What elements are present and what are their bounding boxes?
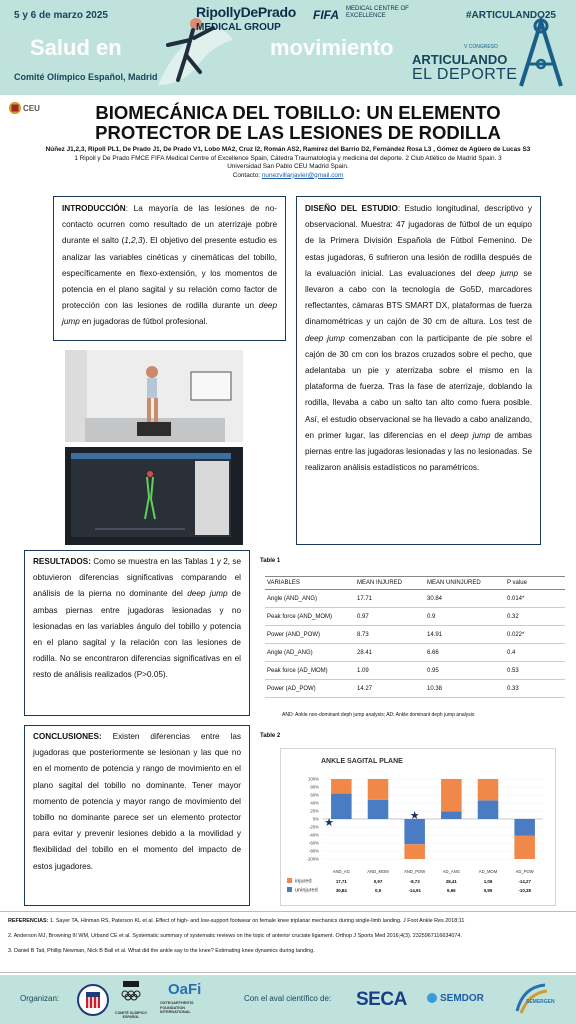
authors-block [0,146,576,180]
y-tick-label: 20% [310,808,319,814]
design-text-4: de ambas piernas entre las jugadoras lesionadas y las no lesionadas. Se realizaron análisis estadísticos no paramétricos. [305,430,532,473]
significance-star: ★ [409,809,420,822]
atletico-crest-icon [76,983,110,1017]
y-tick-label: 60% [310,792,319,798]
software-screenshot [65,447,243,545]
brand-name: RipollyDePrado [196,4,297,20]
conclusions-box [24,725,250,906]
contact-line [0,172,576,181]
table-cell: 14.27 [355,680,425,698]
venue-text: Comité Olímpico Español, Madrid [14,72,158,82]
bar-injured [478,779,499,800]
data-label-uninjured: 0,95 [483,888,493,893]
design-italic-1: deep jump [476,268,519,278]
data-label-uninjured: -14,91 [408,888,421,893]
table-cell: 14.91 [425,626,505,644]
intro-heading: INTRODUCCIÓN [62,204,126,213]
bar-injured [404,844,425,859]
table-cell: 0.53 [505,662,565,680]
articulando-logo-icon [515,16,567,88]
table-header-row [265,577,565,590]
intro-refs: 1,2,3 [124,236,143,246]
x-tick-label: AD_MOM [478,869,498,874]
data-label-uninjured: 30,84 [335,888,347,893]
y-tick-label: -40% [308,832,319,838]
congress-label: V CONGRESO [464,44,498,50]
table-cell: 17.71 [355,590,425,608]
significance-star: ★ [324,817,334,829]
olympic-committee-icon [120,980,142,1008]
bar-uninjured [441,811,462,819]
results-italic: deep jump [187,589,228,599]
table-row [265,608,565,626]
y-tick-label: 40% [310,800,319,806]
table-cell: 0.014* [505,590,565,608]
data-label-injured: -8,73 [409,879,420,884]
bar-uninjured [404,819,425,844]
reference-3: 3. Daniel B Tait, Phillip Newman, Nick B Ball et al. What did the ankle say to the knee? Estimating knee dynamics during landing. [8,948,315,954]
design-text-3: comenzaban con la participante de pie sobre el cajón de 30 cm con los brazos cruzados sobre el pecho, que adelantaba un pie y aterrizaba sobre el mismo en la plataforma de fuerza. Tras la fase de aterrizaje, doblando la rodilla, llevaba a cabo un salto tan alto como fuera posible. Así, el estudio observacional se ha llevado a cabo analizando, en primer lugar, las diferencias en el [305,333,532,440]
table-row [265,680,565,698]
design-heading: DISEÑO DEL ESTUDIO [305,204,398,213]
data-label-injured: 1,09 [483,879,493,884]
intro-text-3: en jugadoras de fútbol profesional. [79,317,208,327]
oafi-subtitle: OSTEOARTHRITIS FOUNDATION INTERNATIONAL [160,1001,194,1014]
design-italic-2: deep jump [305,333,345,343]
x-tick-label: AD_POW [515,869,534,874]
x-tick-label: AND_POW [404,869,426,874]
fifa-subtitle: MEDICAL CENTRE OF EXCELLENCE [346,6,409,19]
y-tick-label: -100% [306,856,319,862]
author-university: Universidad San Pablo CEU Madrid Spain. [227,163,349,170]
table-cell: 0.32 [505,608,565,626]
contact-email-link[interactable]: nunezvillarjavier@gmail.com [261,171,344,179]
lab-photo [65,350,243,442]
table-header: MEAN UNINJURED [425,577,505,590]
data-label-injured: 28,41 [445,879,457,884]
semdor-icon [426,992,438,1004]
table-row [265,644,565,662]
table-cell: 8.73 [355,626,425,644]
table-cell: Angle (AND_ANG) [265,590,355,608]
chart-canvas [281,749,557,907]
seca-logo: SECA [356,989,407,1010]
table1-label: Table 1 [260,558,281,564]
ankle-chart [280,748,556,906]
semdor-logo: SEMDOR [440,993,484,1004]
bar-injured [331,779,352,794]
table-cell: 0.4 [505,644,565,662]
event-date: 5 y 6 de marzo 2025 [14,10,108,21]
table-cell: 28.41 [355,644,425,662]
fifa-logo: FIFA [313,8,339,22]
results-text: Como se muestra en las Tablas 1 y 2, se obtuvieron diferencias significativas comparando el análisis de la pierna no dominante del [33,557,241,599]
congress-subtitle: EL DEPORTE [412,66,518,83]
x-tick-label: AND_MOM [367,869,389,874]
conclusions-heading: CONCLUSIONES: [33,732,102,741]
table-row [265,626,565,644]
oafi-logo: OaFi [168,981,202,998]
table-cell: 0.022* [505,626,565,644]
table-cell: 1.09 [355,662,425,680]
table-cell: 0.97 [355,608,425,626]
table2-label: Table 2 [260,733,281,739]
header-banner [0,0,576,95]
table1-note: AND: Ankle non-dominant deph jump analysis; AD: Ankle dominant deph jump analysis [282,712,475,718]
table-cell: Peak force (AND_MOM) [265,608,355,626]
results-box [24,550,250,716]
bar-injured [514,836,535,859]
footer-banner [0,975,576,1024]
poster-title: BIOMECÁNICA DEL TOBILLO: UN ELEMENTO PROTECTOR DE LAS LESIONES DE RODILLA [95,102,501,143]
y-tick-label: 80% [310,784,319,790]
x-tick-label: AND_AG [332,869,350,874]
reference-1 [8,917,568,926]
reference-text: 1. Sayer TA, Hinman RS, Paterson KL et al. Effect of high- and low-support footwear on female knee triplanar mechanics during single-limb landing. J Foot Ankle Res 2018;11 [48,918,465,924]
bar-injured [441,779,462,811]
results-heading: RESULTADOS: [33,557,91,566]
table-cell: Power (AND_POW) [265,626,355,644]
bar-injured [368,779,389,800]
bar-uninjured [478,800,499,819]
slogan-left: Salud en [30,35,122,60]
bar-uninjured [514,819,535,836]
ceu-crest-icon [8,100,22,116]
design-text-2: se llevaron a cabo con la tecnología de Go5D, marcadores reflectantes, cámaras BTS SMART DX, plataformas de fuerza dinamométricas y un cajón de 30 cm de altura. Los test de [305,268,532,327]
organizers-label: Organizan: [20,994,60,1003]
intro-text: : La mayoría de las lesiones de no-contacto ocurren como resultado de un aterrizaje pobre durante el salto ( [62,204,277,246]
brand-subtitle: MEDICAL GROUP [196,22,281,33]
data-label-injured: 17,71 [335,879,347,884]
table-cell: Power (AD_POW) [265,680,355,698]
design-italic-3: deep jump [450,430,491,440]
ceu-label: CEU [23,104,40,113]
data-label-uninjured: -10,38 [518,888,531,893]
table-cell: Peak force (AD_MOM) [265,662,355,680]
legend-swatch-uninjured [287,887,292,892]
y-tick-label: -60% [308,840,319,846]
legend-label-uninjured: uninjured [295,887,318,894]
table-cell: 10.38 [425,680,505,698]
contact-label: Contacto: [232,171,261,179]
references-block [0,911,576,973]
congress-name: ARTICULANDO [412,52,508,67]
y-tick-label: 100% [308,776,319,782]
table-cell: 0.33 [505,680,565,698]
table-row [265,662,565,680]
coe-label: COMITÉ OLÍMPICO ESPAÑOL [115,1011,147,1019]
table-cell: 0.95 [425,662,505,680]
x-tick-label: AD_ANG [442,869,460,874]
table-cell: Angle (AD_ANG) [265,644,355,662]
chart-title: ANKLE SAGITAL PLANE [321,758,403,765]
table-cell: 30.84 [425,590,505,608]
data-label-injured: -14,27 [518,879,531,884]
intro-italic: deep jump [62,301,277,327]
endorsement-label: Con el aval científico de: [244,994,332,1003]
legend-label-injured: injured [295,878,312,885]
data-label-uninjured: 0,9 [374,888,382,893]
table-header: VARIABLES [265,577,355,590]
table-row [265,590,565,608]
lab-scene-icon [65,350,243,442]
references-heading: REFERENCIAS: [8,918,49,924]
data-label-injured: 0,97 [373,879,383,884]
results-text-2: de ambas piernas entre jugadoras lesionadas y no lesionadas en las variables ángulo del tobillo y potencia en el plano sagital y la relación con las lesiones de rodilla. No se encontraron diferencias significativas en el resto de análisis realizados (P>0.05). [33,589,241,680]
y-tick-label: -80% [308,848,319,854]
author-affiliations: 1 Ripoll y De Prado FMCE FIFA Medical Centre of Excellence Spain, Cátedra Traumatología y medicina del deporte. 2 Club Atlético de Madrid Spain. 3 [74,154,502,162]
table-cell: 0.9 [425,608,505,626]
bar-uninjured [368,800,389,819]
y-tick-label: -20% [308,824,319,830]
slogan-right: movimiento [270,35,394,60]
intro-text-2: ). El objetivo del presente estudio es analizar las variables cinéticas y cinemáticas del tobillo, específicamente en flexo-extensión, y los momentos de potencia en el plano sagital y su relación como factor de protección con las lesiones de rodilla durante un [62,236,277,311]
y-tick-label: 0% [312,816,319,822]
table-cell: 6.66 [425,644,505,662]
data-label-uninjured: 6,66 [447,888,456,893]
table-header: MEAN INJURED [355,577,425,590]
legend-swatch-injured [287,878,292,883]
bar-uninjured [331,794,352,819]
conclusions-text: Existen diferencias entre las jugadoras que posteriormente se lesionan y las que no en el momento de potencia y rango de movimiento en el plano sagital del tobillo no dominante. Tener mayor momento de potencia y mayor rango de movimiento del tobillo no dominante parece ser un elemento protector para evitar y prevenir lesiones debido a la movilidad y flexibilidad del tobillo en el momento del impacto de estos jugadores. [33,732,241,871]
author-names: Núñez J1,2,3, Ripoll PL1, De Prado J1, De Prado V1, Lobo MA2, Cruz I2, Román AS2, Ramírez del Barrio D2, Fernández Rosa L3 , Gómez de Agüero de Lucas S3 [45,146,531,153]
design-box [296,196,541,545]
design-text: : Estudio longitudinal, descriptivo y observacional. Muestra: 47 jugadoras de fútbol de un equipo de la Primera División Española de Fútbol Femenino. De estas jugadoras, 6 sufrieron una lesión de rodilla después de la evaluación inicial. Las evaluaciones del [305,204,532,278]
results-table [265,576,565,698]
motion-capture-icon [65,447,243,545]
table-header: P value [505,577,565,590]
event-hashtag: #ARTICULANDO25 [465,10,556,21]
semergen-logo: SEMERGEN [526,999,555,1005]
reference-2: 2. Anderson MJ, Browning III WM, Urband CE et al. Systematic summary of systematic reviews on the topic of anterior cruciate ligament. Orthop J Sports Med 2016;4(3). 2325967116634074. [8,933,462,939]
intro-box [53,196,286,341]
